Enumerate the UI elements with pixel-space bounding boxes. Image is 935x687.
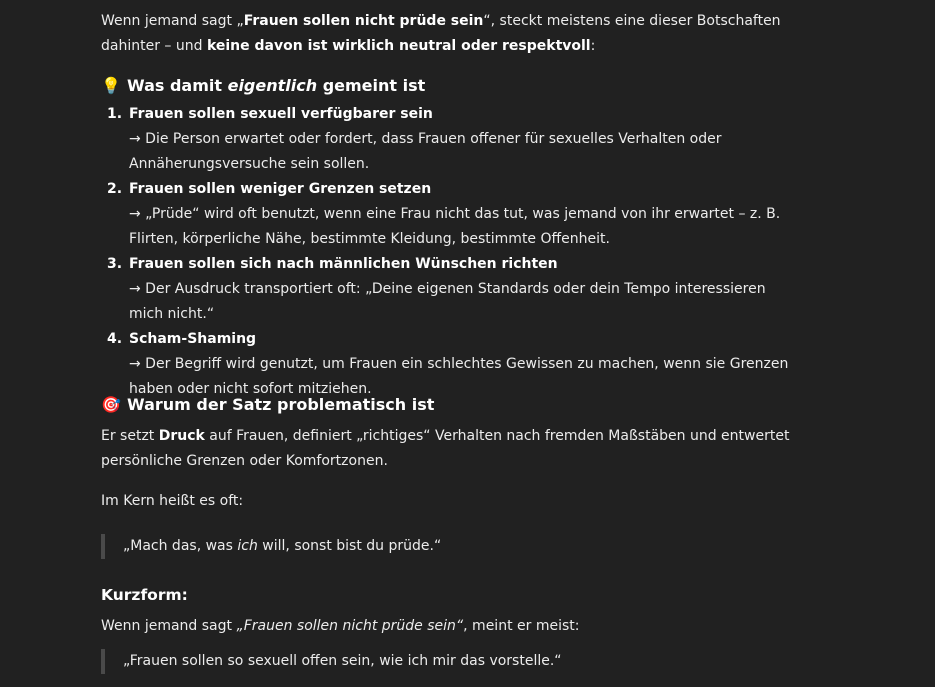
- short-em: „Frauen sollen nicht prüde sein“: [236, 618, 464, 634]
- list-item: [101, 102, 791, 177]
- list-item-description: → Die Person erwartet oder fordert, dass Frauen offener für sexuelles Verhalten oder Annäherungsversuche sein sollen.: [129, 131, 722, 172]
- list-item-title: Frauen sollen sexuell verfügbarer sein: [129, 106, 433, 122]
- list-item-number: 3.: [107, 256, 123, 272]
- list-item: [101, 327, 791, 402]
- why-bold: Druck: [158, 428, 205, 444]
- core-paragraph: Im Kern heißt es oft:: [101, 493, 244, 509]
- heading-what-em: eigentlich: [227, 76, 318, 95]
- blockquote: „Frauen sollen so sexuell offen sein, wie ich mir das vorstelle.“: [101, 649, 562, 674]
- intro-text-3: :: [590, 38, 596, 54]
- intro-bold-end: keine davon ist wirklich neutral oder respektvoll: [206, 38, 591, 54]
- heading-short-form: Kurzform:: [101, 586, 188, 604]
- quote-text-1: „Mach das, was: [123, 538, 238, 554]
- intro-text-1: Wenn jemand sagt „: [101, 13, 244, 29]
- heading-what-text-1: Was damit: [127, 76, 228, 95]
- list-item: [101, 252, 791, 327]
- intro-paragraph: [101, 9, 801, 59]
- list-item-number: 2.: [107, 181, 123, 197]
- why-paragraph: [101, 424, 801, 474]
- target-icon: 🎯: [101, 395, 121, 414]
- quote-em: ich: [237, 538, 258, 554]
- list-item-number: 4.: [107, 331, 123, 347]
- short-text-1: Wenn jemand sagt: [101, 618, 237, 634]
- heading-what-text-2: gemeint ist: [317, 76, 426, 95]
- heading-why-text: Warum der Satz problematisch ist: [127, 395, 435, 414]
- blockquote: [101, 534, 441, 559]
- why-text-1: Er setzt: [101, 428, 159, 444]
- list-item-title: Scham-Shaming: [129, 331, 257, 347]
- list-item-description: → „Prüde“ wird oft benutzt, wenn eine Frau nicht das tut, was jemand von ihr erwartet – z. B. Flirten, körperliche Nähe, bestimmte Kleidung, bestimmte Offenheit.: [129, 206, 781, 247]
- why-text-2: auf Frauen, definiert „richtiges“ Verhalten nach fremden Maßstäben und entwertet persönliche Grenzen oder Komfortzonen.: [101, 428, 790, 469]
- intro-text-2: “, steckt meistens eine dieser Botschaften dahinter – und: [101, 13, 781, 54]
- intro-phrase: Frauen sollen nicht prüde sein: [243, 13, 484, 29]
- lightbulb-icon: 💡: [101, 76, 121, 95]
- quote-text-2: will, sonst bist du prüde.“: [257, 538, 442, 554]
- list-item: [101, 177, 791, 252]
- list-item-title: Frauen sollen sich nach männlichen Wünschen richten: [129, 256, 558, 272]
- list-item-number: 1.: [107, 106, 123, 122]
- list-item-title: Frauen sollen weniger Grenzen setzen: [129, 181, 432, 197]
- list-item-description: → Der Begriff wird genutzt, um Frauen ein schlechtes Gewissen zu machen, wenn sie Grenzen haben oder nicht sofort mitziehen.: [129, 356, 789, 397]
- short-text-2: , meint er meist:: [463, 618, 580, 634]
- list-item-description: → Der Ausdruck transportiert oft: „Deine eigenen Standards oder dein Tempo interessieren mich nicht.“: [129, 281, 766, 322]
- heading-why-problematic: [101, 392, 434, 418]
- short-paragraph: [101, 614, 801, 639]
- meaning-list: [101, 102, 791, 402]
- heading-what-is-meant: [101, 73, 425, 99]
